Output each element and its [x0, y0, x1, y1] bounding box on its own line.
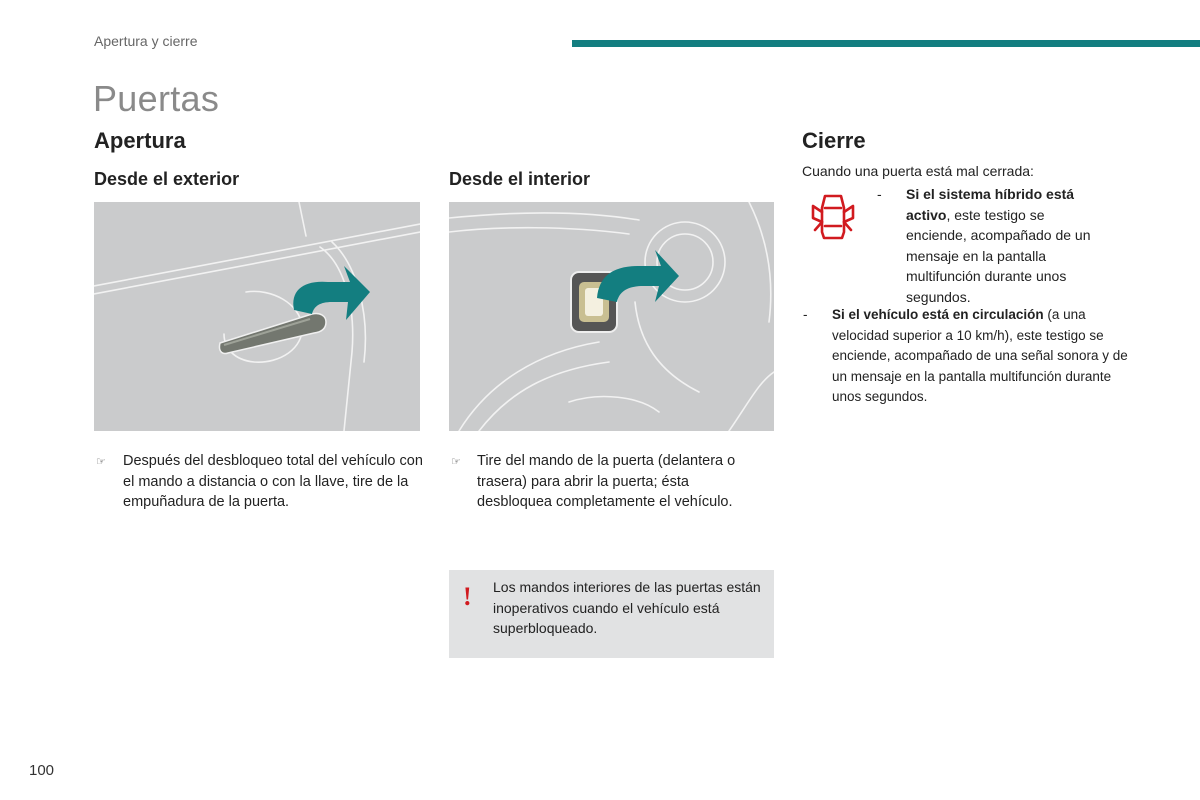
warning-text: Los mandos interiores de las puertas están inoperativos cuando el vehículo está superbloqueado. [493, 579, 761, 636]
cierre-item-2 [832, 305, 1130, 408]
door-handle-icon [219, 313, 326, 353]
cierre-item-1-rest: , este testigo se enciende, acompañado de un mensaje en la pantalla multifunción durante unos segundos. [906, 206, 1091, 305]
exterior-instruction: Después del desbloqueo total del vehículo con el mando a distancia o con la llave, tire de la empuñadura de la puerta. [123, 453, 423, 510]
subheading-interior: Desde el interior [449, 169, 591, 189]
list-item-dash: - [877, 186, 882, 202]
section-heading-apertura: Apertura [94, 128, 186, 153]
section-heading-cierre: Cierre [802, 128, 866, 153]
exterior-door-handle-illustration [94, 202, 420, 431]
interior-instruction: Tire del mando de la puerta (delantera o trasera) para abrir la puerta; ésta desbloquea completamente el vehículo. [477, 453, 736, 510]
cierre-item-1-bold: Si el sistema híbrido está activo [906, 186, 1075, 223]
header-accent-bar [572, 40, 1200, 47]
interior-door-handle-illustration [449, 202, 774, 431]
cierre-intro: Cuando una puerta está mal cerrada: [802, 163, 1034, 179]
cierre-item-2-bold: Si el vehículo está en circulación [832, 307, 1044, 322]
door-open-car-icon [810, 192, 856, 242]
arrow-icon [293, 266, 370, 320]
pointing-hand-icon: ☞ [96, 456, 106, 468]
cierre-item-1 [906, 184, 1106, 307]
arrow-icon [597, 250, 679, 302]
page-number: 100 [29, 762, 55, 779]
exclamation-icon: ! [463, 582, 472, 611]
cierre-item-2-rest: (a una velocidad superior a 10 km/h), este testigo se enciende, acompañado de una señal sonora y de un mensaje en la pantalla multifunción durante unos segundos. [832, 307, 1128, 404]
list-item-dash: - [803, 307, 808, 322]
page-title: Puertas [93, 78, 220, 119]
breadcrumb: Apertura y cierre [94, 33, 198, 49]
pointing-hand-icon: ☞ [451, 456, 461, 468]
subheading-exterior: Desde el exterior [94, 169, 240, 189]
